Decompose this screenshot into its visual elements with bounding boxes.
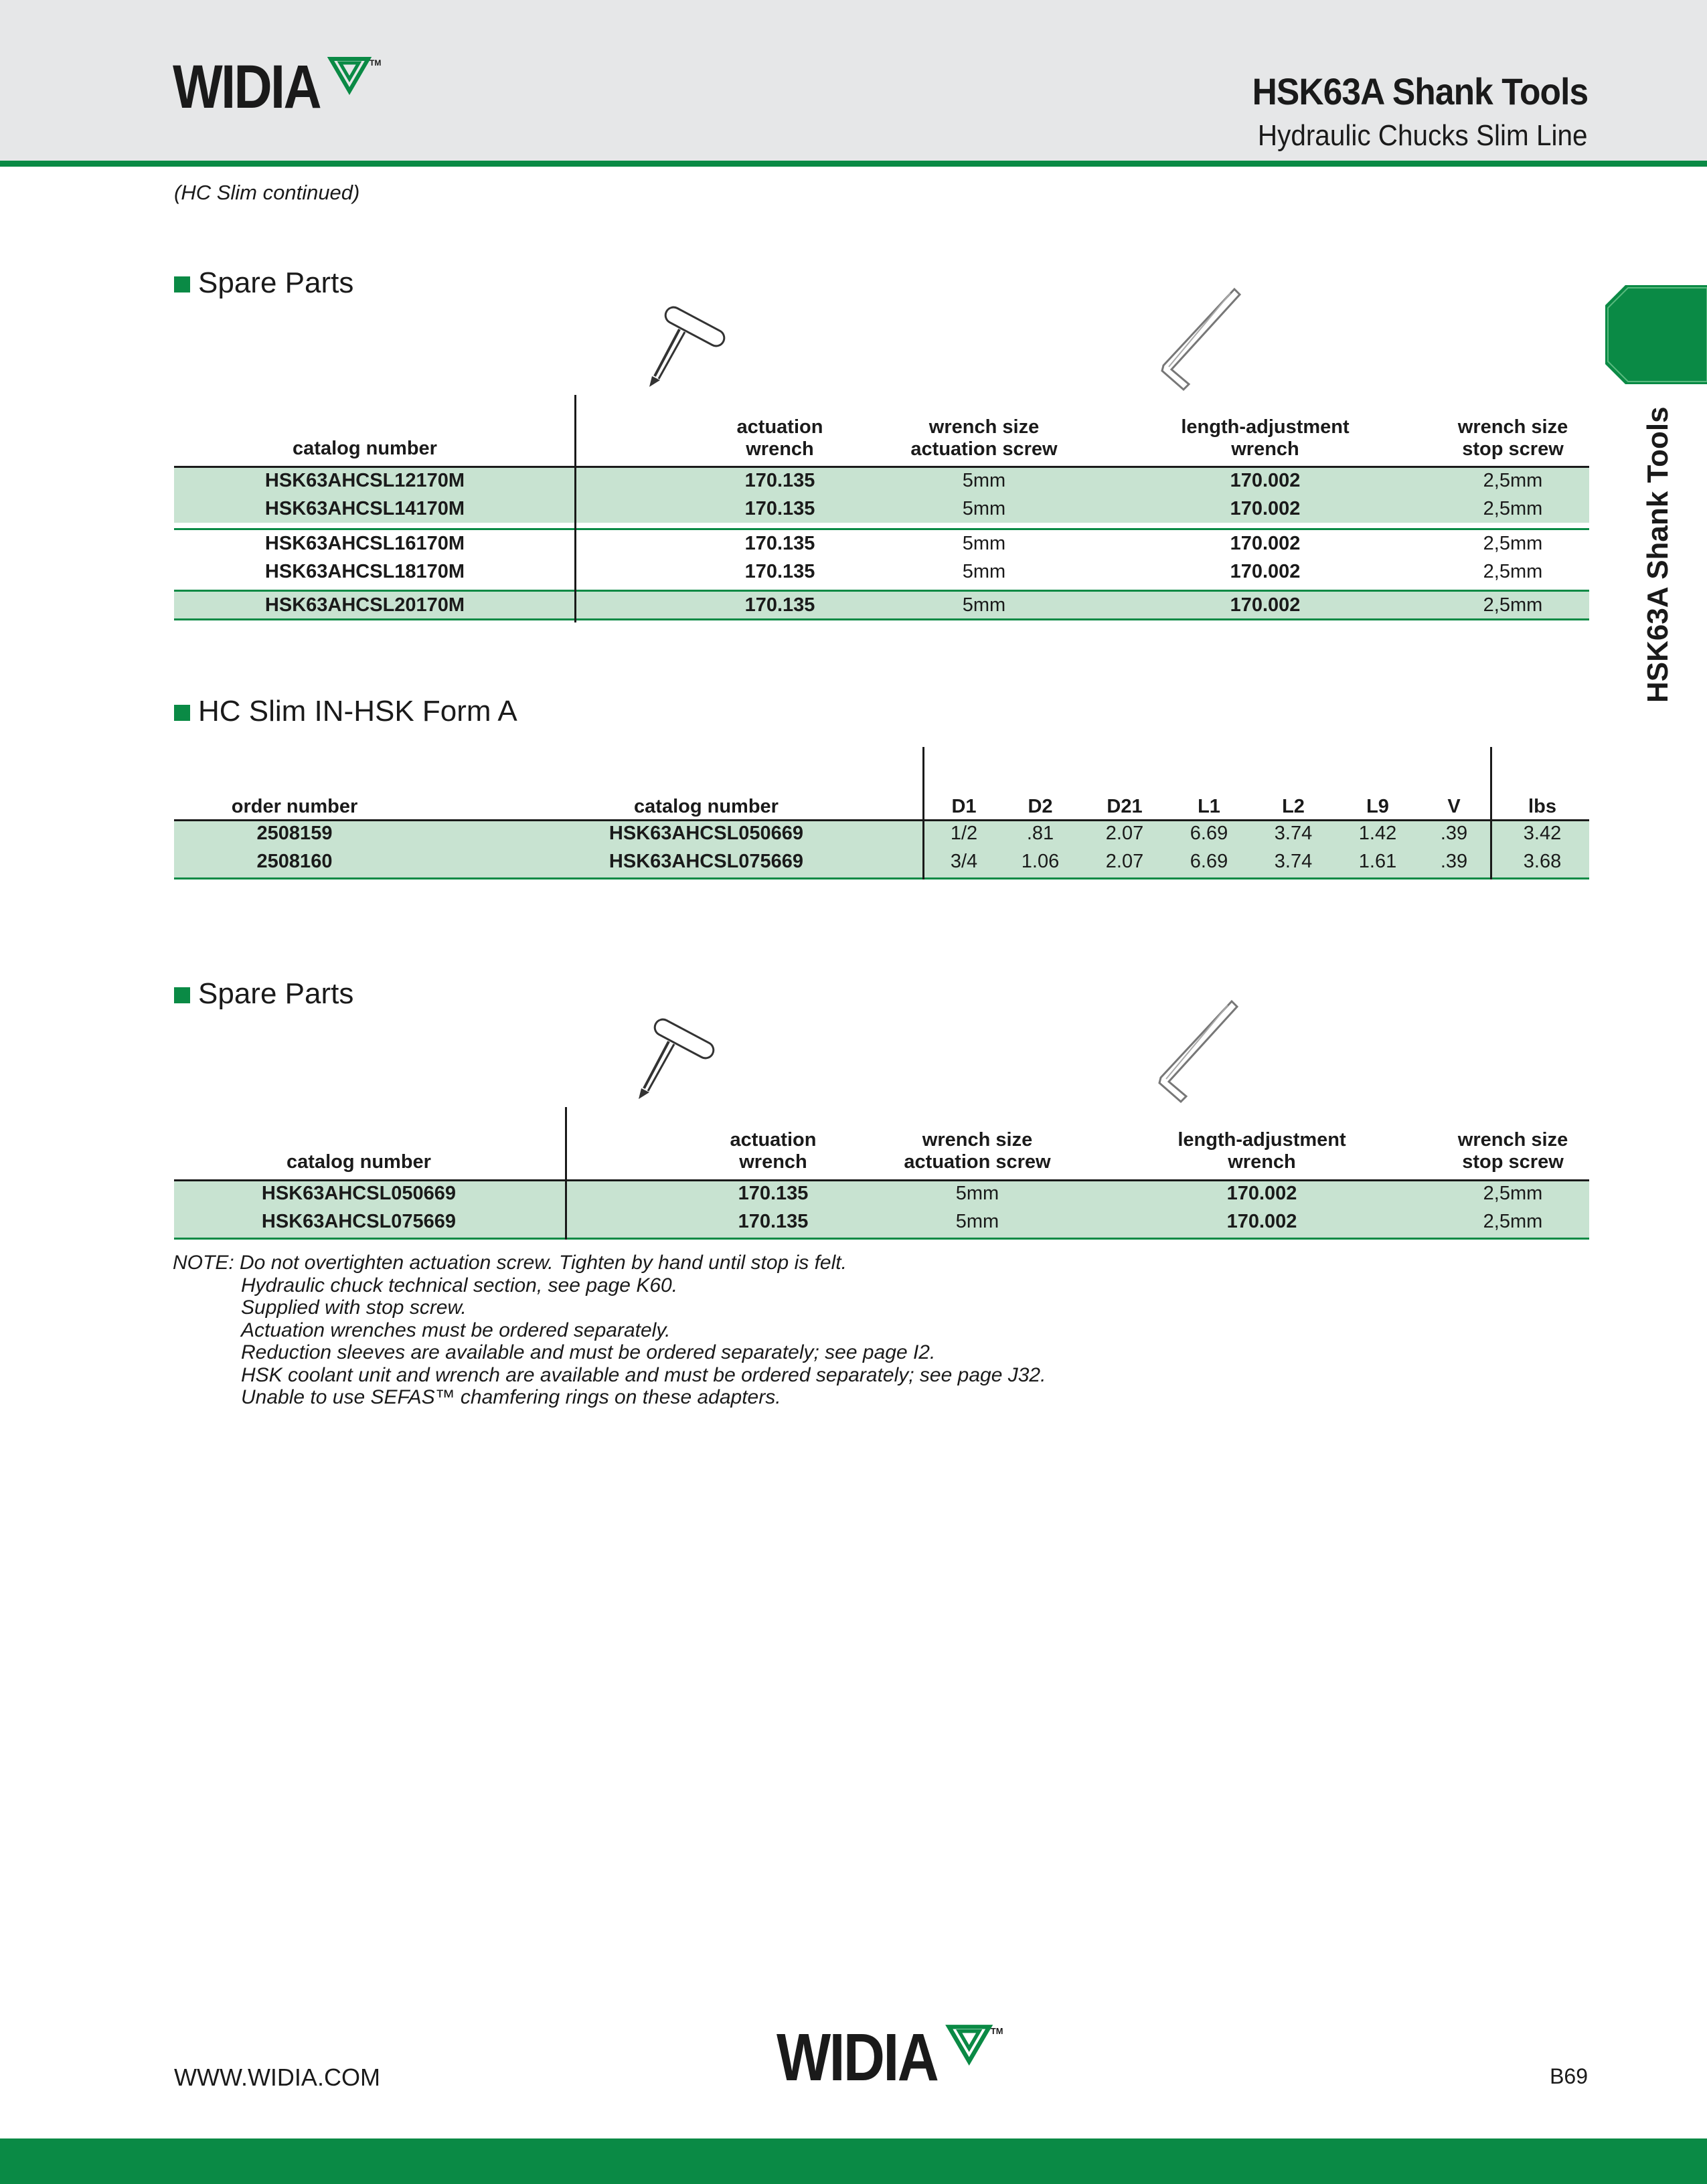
spare-parts-table-1: [174, 395, 1589, 622]
hex-key-icon: [1155, 284, 1242, 392]
hex-key-icon: [1153, 996, 1240, 1104]
note-line: Supplied with stop screw.: [241, 1296, 467, 1319]
note-line: Hydraulic chuck technical section, see page K60.: [241, 1274, 678, 1296]
col-header-line: wrench: [746, 438, 814, 460]
col-header-line: actuation screw: [904, 1151, 1051, 1173]
cell-wrench-size-stop: 2,5mm: [1483, 594, 1543, 616]
cell-lbs: 3.68: [1523, 851, 1562, 872]
cell-actuation-wrench: 170.135: [744, 533, 815, 554]
cell-wrench-size-stop: 2,5mm: [1483, 1183, 1543, 1204]
col-header-v: V: [1447, 796, 1461, 817]
cell-catalog-number: HSK63AHCSL050669: [608, 823, 804, 844]
col-header-line: wrench size: [1457, 1129, 1568, 1151]
cell-actuation-wrench: 170.135: [744, 561, 815, 582]
section-tab-marker: [1605, 285, 1707, 384]
column-divider: [565, 1107, 567, 1240]
cell-length-adjustment: 170.002: [1226, 1183, 1297, 1204]
col-header-d1: D1: [951, 796, 977, 817]
cell-length-adjustment: 170.002: [1230, 594, 1301, 616]
col-header-line: length-adjustment: [1177, 1129, 1346, 1151]
col-header-catalog-number: catalog number: [287, 1151, 431, 1173]
cell-order-number: 2508159: [256, 823, 333, 844]
col-header-line: wrench: [1231, 438, 1299, 460]
cell-actuation-wrench: 170.135: [744, 594, 815, 616]
widia-triangle-icon: [946, 2024, 1003, 2064]
col-header-lbs: lbs: [1528, 796, 1556, 817]
svg-text:TM: TM: [369, 58, 382, 68]
section-heading-spare-parts-1: [174, 266, 353, 300]
hc-slim-table: [174, 747, 1589, 885]
side-tab-label: HSK63A Shank Tools: [1641, 406, 1674, 703]
header-rule: [0, 161, 1707, 167]
col-header-l1: L1: [1198, 796, 1220, 817]
cell-wrench-size-actuation: 5mm: [962, 594, 1006, 616]
heading-text: HC Slim IN-HSK Form A: [198, 695, 517, 728]
cell-actuation-wrench: 170.135: [744, 498, 815, 519]
col-header-wrench-size-stop: [1433, 1129, 1593, 1173]
col-header-catalog-number: catalog number: [293, 438, 437, 459]
cell-length-adjustment: 170.002: [1230, 498, 1301, 519]
col-header-line: wrench size: [1457, 416, 1568, 438]
cell-wrench-size-actuation: 5mm: [962, 561, 1006, 582]
col-header-d2: D2: [1028, 796, 1053, 817]
cell-actuation-wrench: 170.135: [738, 1211, 809, 1232]
notes-block: [173, 1252, 1046, 1409]
col-header-actuation-wrench: [689, 1129, 857, 1173]
row-group-rule: [174, 1238, 1589, 1240]
cell-d1: 1/2: [950, 823, 978, 844]
heading-bullet: [174, 987, 190, 1003]
note-line: NOTE: Do not overtighten actuation screw. Tighten by hand until stop is felt.: [173, 1252, 847, 1274]
cell-d2: 1.06: [1021, 851, 1060, 872]
cell-wrench-size-actuation: 5mm: [962, 498, 1006, 519]
column-divider: [574, 395, 576, 622]
cell-length-adjustment: 170.002: [1230, 561, 1301, 582]
col-header-line: stop screw: [1462, 438, 1564, 460]
cell-d21: 2.07: [1105, 823, 1144, 844]
col-header-line: wrench size: [922, 1129, 1033, 1151]
col-header-line: actuation: [736, 416, 823, 438]
column-divider: [922, 747, 924, 879]
section-heading-hc-slim: [174, 695, 517, 728]
footer-bar: [0, 2138, 1707, 2184]
widia-triangle-icon: [328, 56, 382, 94]
col-header-line: actuation screw: [910, 438, 1058, 460]
heading-bullet: [174, 705, 190, 721]
svg-text:TM: TM: [991, 2026, 1003, 2036]
spare-parts-table-2: [174, 1107, 1589, 1244]
col-header-line: wrench size: [928, 416, 1040, 438]
col-header-l2: L2: [1282, 796, 1305, 817]
cell-length-adjustment: 170.002: [1230, 470, 1301, 491]
col-header-length-adjustment: [1148, 1129, 1376, 1173]
col-header-order-number: order number: [231, 796, 358, 817]
cell-l2: 3.74: [1274, 823, 1313, 844]
cell-l1: 6.69: [1190, 823, 1228, 844]
cell-d21: 2.07: [1105, 851, 1144, 872]
t-handle-wrench-icon: [643, 309, 736, 388]
column-divider: [1490, 747, 1492, 879]
col-header-d21: D21: [1107, 796, 1143, 817]
cell-wrench-size-stop: 2,5mm: [1483, 498, 1543, 519]
row-group-rule: [174, 877, 1589, 879]
note-line: Actuation wrenches must be ordered separately.: [241, 1319, 671, 1341]
note-line: Reduction sleeves are available and must be ordered separately; see page I2.: [241, 1341, 936, 1363]
cell-lbs: 3.42: [1523, 823, 1562, 844]
heading-bullet: [174, 276, 190, 292]
col-header-catalog-number: catalog number: [634, 796, 779, 817]
cell-wrench-size-actuation: 5mm: [962, 470, 1006, 491]
cell-actuation-wrench: 170.135: [744, 470, 815, 491]
cell-wrench-size-stop: 2,5mm: [1483, 1211, 1543, 1232]
cell-d1: 3/4: [950, 851, 978, 872]
section-heading-spare-parts-2: [174, 977, 353, 1011]
col-header-actuation-wrench: [703, 416, 857, 460]
col-header-line: actuation: [730, 1129, 817, 1151]
footer-url-link[interactable]: WWW.WIDIA.COM: [174, 2064, 380, 2091]
cell-catalog-number: HSK63AHCSL050669: [261, 1183, 457, 1204]
cell-wrench-size-stop: 2,5mm: [1483, 470, 1543, 491]
cell-l9: 1.61: [1358, 851, 1397, 872]
col-header-wrench-size-stop: [1433, 416, 1593, 460]
page-number: B69: [1550, 2064, 1588, 2088]
cell-d2: .81: [1026, 823, 1054, 844]
cell-v: .39: [1440, 823, 1468, 844]
col-header-line: length-adjustment: [1181, 416, 1350, 438]
cell-wrench-size-actuation: 5mm: [962, 533, 1006, 554]
cell-catalog-number: HSK63AHCSL18170M: [264, 561, 465, 582]
continued-note: (HC Slim continued): [174, 181, 360, 204]
cell-catalog-number: HSK63AHCSL075669: [261, 1211, 457, 1232]
col-header-length-adjustment: [1151, 416, 1379, 460]
logo-wordmark: WIDIA: [173, 53, 321, 121]
col-header-wrench-size-actuation: [877, 1129, 1078, 1173]
note-line: HSK coolant unit and wrench are available and must be ordered separately; see page J32.: [241, 1363, 1046, 1386]
cell-v: .39: [1440, 851, 1468, 872]
cell-length-adjustment: 170.002: [1226, 1211, 1297, 1232]
cell-l9: 1.42: [1358, 823, 1397, 844]
logo-wordmark: WIDIA: [777, 2020, 938, 2095]
cell-length-adjustment: 170.002: [1230, 533, 1301, 554]
cell-catalog-number: HSK63AHCSL20170M: [264, 594, 465, 616]
page-subtitle: Hydraulic Chucks Slim Line: [1258, 119, 1588, 152]
cell-catalog-number: HSK63AHCSL16170M: [264, 533, 465, 554]
col-header-line: stop screw: [1462, 1151, 1564, 1173]
cell-actuation-wrench: 170.135: [738, 1183, 809, 1204]
cell-l1: 6.69: [1190, 851, 1228, 872]
cell-wrench-size-stop: 2,5mm: [1483, 561, 1543, 582]
cell-catalog-number: HSK63AHCSL12170M: [264, 470, 465, 491]
t-handle-wrench-icon: [632, 1021, 726, 1100]
widia-footer-logo: [777, 2020, 1003, 2095]
cell-catalog-number: HSK63AHCSL14170M: [264, 498, 465, 519]
col-header-l9: L9: [1366, 796, 1389, 817]
cell-wrench-size-actuation: 5mm: [955, 1211, 999, 1232]
col-header-wrench-size-actuation: [884, 416, 1084, 460]
heading-text: Spare Parts: [198, 266, 354, 299]
widia-logo: [173, 53, 382, 121]
heading-text: Spare Parts: [198, 977, 354, 1010]
cell-wrench-size-actuation: 5mm: [955, 1183, 999, 1204]
cell-l2: 3.74: [1274, 851, 1313, 872]
cell-order-number: 2508160: [256, 851, 333, 872]
page-title: HSK63A Shank Tools: [1252, 70, 1588, 112]
col-header-line: wrench: [739, 1151, 807, 1173]
note-line: Unable to use SEFAS™ chamfering rings on these adapters.: [241, 1386, 781, 1408]
col-header-line: wrench: [1228, 1151, 1296, 1173]
cell-wrench-size-stop: 2,5mm: [1483, 533, 1543, 554]
cell-catalog-number: HSK63AHCSL075669: [608, 851, 804, 872]
